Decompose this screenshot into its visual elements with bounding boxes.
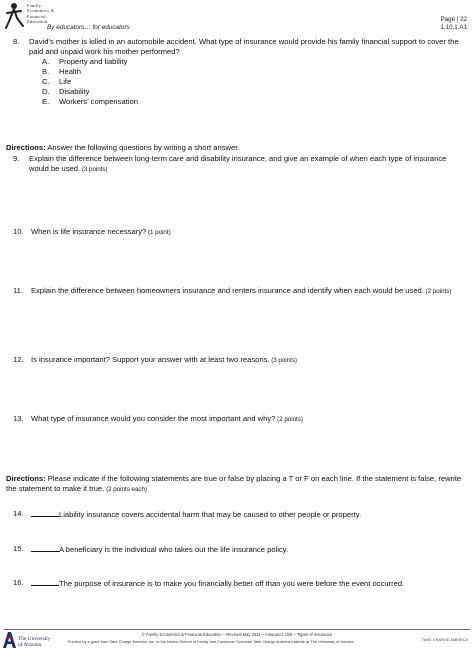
tagline: By educators… for educators xyxy=(47,24,130,31)
option-c: C. Life xyxy=(42,77,72,86)
question-number: 8. xyxy=(13,37,20,46)
answer-blank-14[interactable] xyxy=(31,509,59,517)
option-b: B. Health xyxy=(42,67,81,76)
option-e: E. Workers’ compensation xyxy=(42,97,138,106)
footer-copyright: © Family Economics & Financial Education – Revised May 2011 – Insurance Unit – Types of Insurance xyxy=(141,632,333,637)
take-charge-america-logo: TAKE CHARGE AMERICA xyxy=(421,637,468,642)
worksheet-page: Family Economics & Financial Education By educators… for educators Page | 22 1.10.1.A1 8. David’s mother is killed in an automobile accident. What type of insurance would provide his family financial support to cover the paid and unpaid work his mother performed? A. Property and liability B. Health C. Life D. Disability E. Workers’ compensation Directions: Answer the following questions by writing a short answer. 9. Explain the difference between long-term care and disability insurance, and give an example of when each type of insurance would be used. (3 points) 10. When is life insurance necessary? (1 point) 11. Explain the difference between homeowners insurance and renters insurance and identify when each would be used. (2 points) 12. Is insurance important? Support your answer with at least two reasons. (3 points) 13. What type of insurance would you consider the most important and why? (2 points) Directions: Please indicate if the following statements are true or false by placing a T or F on each line. If the statement is false, rewrite the statement to make it true. (2 points each) 14. Liability insurance covers accidental harm that may be caused to other people or property. 15. A beneficiary is the individual who takes out the life insurance policy. 16. The purpose of insurance is to make you financially better off than you were before the event occurred. The University of Arizona © Family Economics & Financial Education – Revised May 2011 – Insurance Unit – Types of Insurance Funded by a grant from Take Charge America, Inc. to the Norton School of Family and Consumer Sciences Take Charge America Institute at The University of Arizona TAKE CHARGE AMERICA xyxy=(0,0,474,652)
question-text: David’s mother is killed in an automobile accident. What type of insurance would provide his family financial support to cover the paid and unpaid work his mother performed? xyxy=(29,37,459,56)
directions-true-false: Directions: Please indicate if the following statements are true or false by placing a T or F on each line. If the statement is false, rewrite the statement to make it true. (2 points each) xyxy=(6,474,462,493)
logo-wordmark: Family Economics & Financial Education xyxy=(27,3,55,25)
option-a: A. Property and liability xyxy=(42,57,128,66)
answer-blank-15[interactable] xyxy=(31,544,59,552)
answer-options xyxy=(42,57,138,107)
answer-blank-16[interactable] xyxy=(31,578,59,586)
footer-divider xyxy=(4,629,470,630)
question-9: 9. Explain the difference between long-term care and disability insurance, and give an example of when each type of insurance would be used. (3 points) xyxy=(13,154,447,173)
footer-funding: Funded by a grant from Take Charge America, Inc. to the Norton School of Family and Consumer Sciences Take Charge America Institute at The University of Arizona xyxy=(68,639,354,644)
page-number: Page | 22 1.10.1.A1 xyxy=(440,16,467,31)
university-of-arizona-logo: The University of Arizona xyxy=(3,632,63,650)
directions-short-answer: Directions: Answer the following questions by writing a short answer. xyxy=(6,143,240,152)
figure-logo-icon xyxy=(4,2,26,32)
option-d: D. Disability xyxy=(42,87,90,96)
